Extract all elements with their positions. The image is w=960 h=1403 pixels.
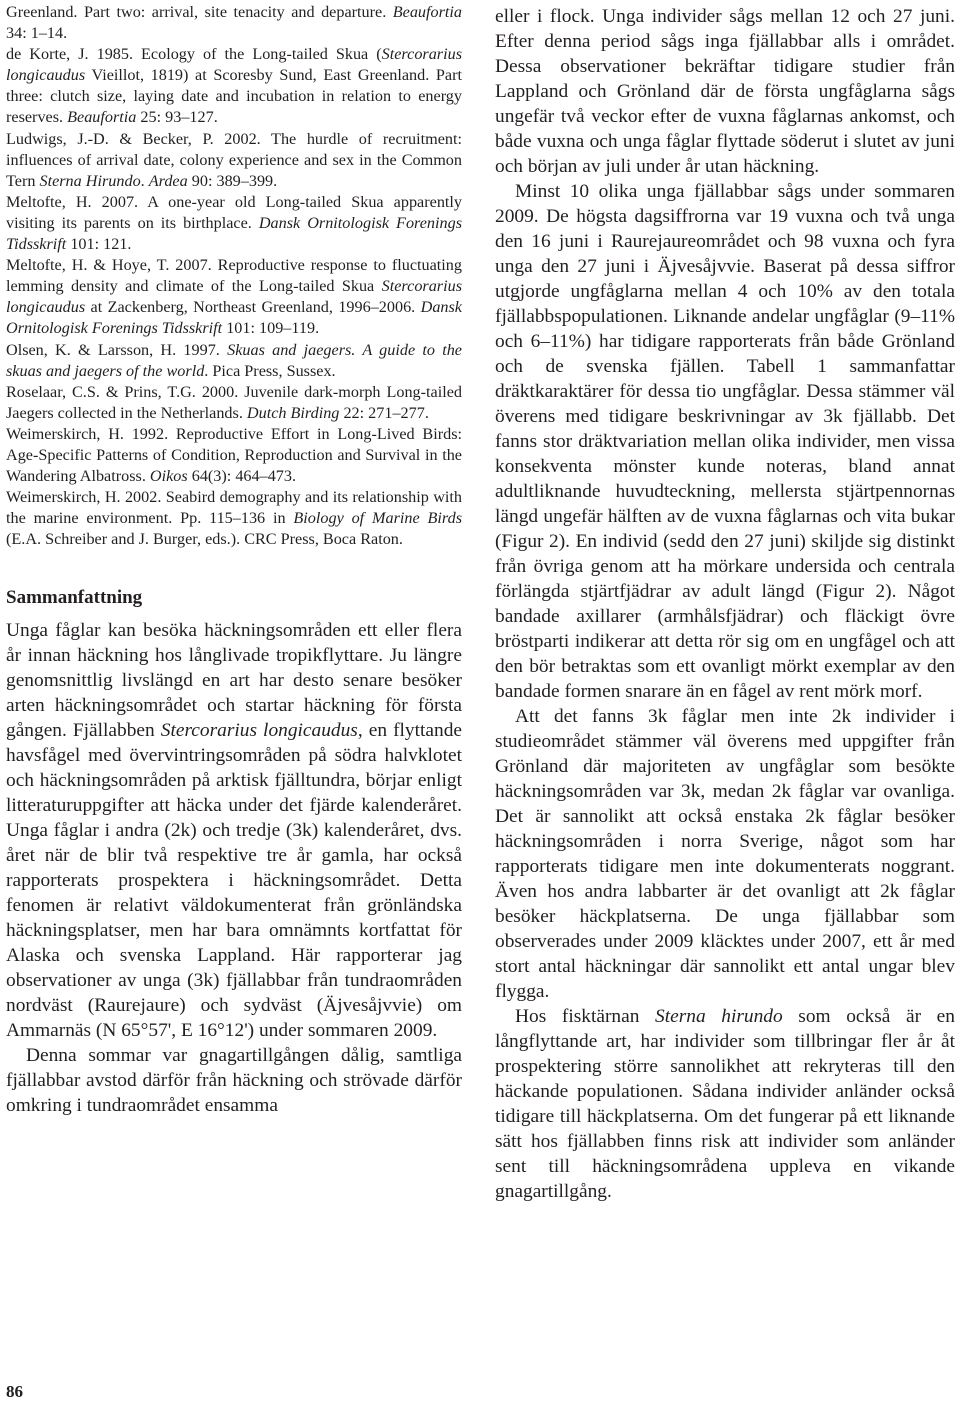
reference-item — [6, 382, 462, 424]
text-run: Hos fisktärnan — [515, 1006, 656, 1027]
text-run: Denna sommar var gnagartillgången dålig, samtliga fjällabbar avstod därför från häckning och strövade därför omkring i tundraområdet ensamma — [6, 1045, 462, 1117]
text-run: Roselaar, C.S. & Prins, T.G. 2000. Juvenile dark-morph Long-tailed Jaegers collected in the Netherlands. — [6, 382, 462, 422]
italic-text: Beaufortia — [392, 3, 462, 21]
text-run: 34: 1–14. — [6, 24, 68, 43]
text-run: 22: 271–277. — [339, 403, 429, 422]
left-column — [6, 2, 462, 1118]
paragraph — [495, 704, 955, 1004]
paragraph — [495, 179, 955, 704]
italic-text: Sterna Hirundo — [39, 171, 141, 190]
reference-item — [6, 487, 462, 550]
italic-text: Sterna hirundo — [655, 1006, 783, 1027]
text-run: at Zackenberg, Northeast Greenland, 1996–2006. — [85, 298, 421, 317]
italic-text: Beaufortia — [67, 108, 137, 127]
text-run: 90: 389–399. — [187, 171, 278, 190]
reference-item — [6, 255, 462, 339]
text-run: Minst 10 olika unga fjällabbar sågs under sommaren 2009. De högsta dagsiffrorna var 19 vuxna och två unga den 16 juni i Raurejaureområdet och 98 vuxna och fyra unga den 27 juni i Äjvesåjvvie. Baserat på dessa siffror utgjorde ungfåglarna mellan 4 och 10% av den totala fjällabbspopulationen. Liknande andelar ungfåglar (9–11% och 6–11%) har tidigare rapporterats från både Grönland och de svenska fjällen. Tabell 1 sammanfattar dräktkaraktärer för dessa tio ungfåglar. Dessa stämmer väl överens med tidigare beskrivningar av 3k fjällabb. Det fanns stor dräktvariation mellan olika individer, men vissa konsekventa mönster kunde noteras, bland annat adultliknande huvudteckning, mellersta stjärtpennornas längd ungefär hälften av de vuxna fåglarnas och vita bukar (Figur 2). En individ (sedd den 27 juni) skiljde sig distinkt från övriga genom att ha mörkare undersida och centrala förlängda stjärtfjädrar av adult längd (Figur 2). Något bandade axillarer (armhålsfjädrar) och fläckigt övre bröstparti indikerar att detta rör sig om en ungfågel och att den bör betraktas som ett ovanligt mörkt exemplar av den bandade formen snarare än en fågel av rent mörk morf. — [495, 181, 955, 702]
italic-text: Skuas and jaegers. A guide to the skuas and jaegers of the world — [6, 340, 462, 380]
text-run: (E.A. Schreiber and J. Burger, eds.). CRC Press, Boca Raton. — [6, 530, 403, 549]
text-run: Meltofte, H. 2007. A one-year old Long-tailed Skua apparently visiting its parents on its birthplace. — [6, 192, 462, 232]
reference-list — [6, 2, 462, 550]
italic-text: Biology of Marine Birds — [293, 509, 462, 528]
text-run: Greenland. Part two: arrival, site tenacity and departure. — [6, 3, 393, 21]
text-run: Ludwigs, J.-D. & Becker, P. 2002. The hurdle of recruitment: influences of arrival date, colony experience and sex in the Common Tern — [6, 129, 462, 190]
reference-item — [6, 192, 462, 255]
italic-text: Oikos — [149, 467, 188, 486]
italic-text: Dansk Ornitologisk Forenings Tidsskrift — [6, 213, 462, 254]
summary-heading: Sammanfattning — [6, 587, 143, 609]
text-run: 25: 93–127. — [136, 108, 218, 127]
text-run: eller i flock. Unga individer sågs mellan 12 och 27 juni. Efter denna period sågs inga fjällabbar alls i området. Dessa observationer bekräftar tidigare studier från Lappland och Grönland där de första ungfåglarna sågs ungefär två veckor efter de vuxna fåglarnas ankomst, och både vuxna och unga fåglar flyttade söderut i slutet av juni och början av juli under år utan häckning. — [495, 6, 955, 177]
summary-left-text — [6, 618, 462, 1118]
text-run: . — [140, 171, 149, 190]
paragraph — [6, 1043, 462, 1118]
text-run: , en flyttande havsfågel med övervintringsområden på södra halvklotet och häckningsområden på arktisk fjälltundra, börjar enligt litteraturuppgifter att häcka under det fjärde kalenderåret. Unga fåglar i andra (2k) och tredje (3k) kalenderåret, dvs. året när de blir två respektive tre år gamla, har också rapporterats prospektera i häckningsområdet. Detta fenomen är relativt väldokumenterat från grönländska häckningsplatser, men har bara omnämnts kortfattat för Alaska och svenska Lappland. Här rapporterar jag observationer av unga (3k) fjällabbar från tundraområden nordväst (Raurejaure) och sydväst (Äjvesåjvvie) om Ammarnäs (N 65°57', E 16°12') under sommaren 2009. — [6, 720, 463, 1042]
paragraph — [495, 1004, 955, 1204]
summary-right-text — [495, 4, 955, 1204]
paragraph — [495, 4, 955, 179]
italic-text: Dansk Ornitologisk Forenings Tidsskrift — [6, 298, 462, 338]
paragraph — [6, 618, 462, 1043]
italic-text: Stercorarius longicaudus — [160, 720, 358, 742]
text-run: Unga fåglar kan besöka häckningsområden ett eller flera år innan häckning hos långlivade tropikflyttare. Ju längre genomsnittlig livslängd en art har desto senare besöker arten häckningsområdet och startar häckning för första gången. Fjällabben — [6, 620, 462, 742]
page-number: 86 — [6, 1382, 23, 1401]
reference-item — [6, 340, 462, 382]
italic-text: Stercorarius longicaudus — [6, 45, 462, 85]
text-run: de Korte, J. 1985. Ecology of the Long-tailed Skua ( — [6, 45, 382, 64]
reference-item — [6, 129, 462, 192]
text-run: Vieillot, 1819) at Scoresby Sund, East Greenland. Part three: clutch size, laying date and incubation in relation to energy reserves. — [6, 66, 462, 127]
text-run: Weimerskirch, H. 1992. Reproductive Effort in Long-Lived Birds: Age-Specific Patterns of Condition, Reproduction and Survival in the Wandering Albatross. — [6, 424, 462, 486]
italic-text: Ardea — [148, 171, 188, 190]
italic-text: Stercorarius longicaudus — [6, 277, 462, 317]
right-column — [495, 4, 955, 1204]
reference-item — [6, 2, 462, 44]
italic-text: Dutch Birding — [246, 403, 340, 422]
text-run: . Pica Press, Sussex. — [204, 361, 336, 380]
text-run: 64(3): 464–473. — [187, 467, 297, 486]
reference-item — [6, 424, 462, 487]
text-run: 101: 109–119. — [222, 319, 320, 338]
text-run: 101: 121. — [66, 235, 132, 254]
reference-item — [6, 44, 462, 128]
text-run: Olsen, K. & Larsson, H. 1997. — [6, 340, 228, 359]
text-run: Att det fanns 3k fåglar men inte 2k individer i studieområdet stämmer väl överens med uppgifter från Grönland där majoriteten av ungfåglar som besökte häckningsområden var 3k, medan 2k fåglar var ovanliga. Det är sannolikt att också enstaka 2k fåglar besöker häckningsområden i norra Sverige, något som har rapporterats tidigare men inte dokumenterats noggrant. Även hos andra labbarter är det ovanligt att 2k fåglar besöker häckplatserna. De unga fjällabbar som observerades under 2009 kläcktes under 2007, ett år med stort antal häckningar där sannolikt ett antal ungar blev flygga. — [495, 706, 955, 1002]
text-run: Weimerskirch, H. 2002. Seabird demography and its relationship with the marine environment. Pp. 115–136 in — [6, 488, 462, 528]
text-run: Meltofte, H. & Hoye, T. 2007. Reproductive response to fluctuating lemming density and climate of the Long-tailed Skua — [6, 256, 462, 296]
text-run: som också är en långflyttande art, har individer som tillbringar fler år åt prospektering större sannolikhet att rekryteras till den häckande populationen. Sådana individer anländer också tidigare till häckplatserna. Om det fungerar på ett liknande sätt hos fjällabben finns risk att individer som anländer sent till häckningsområdena upplevа en vikande gnagartillgång. — [495, 1006, 955, 1202]
